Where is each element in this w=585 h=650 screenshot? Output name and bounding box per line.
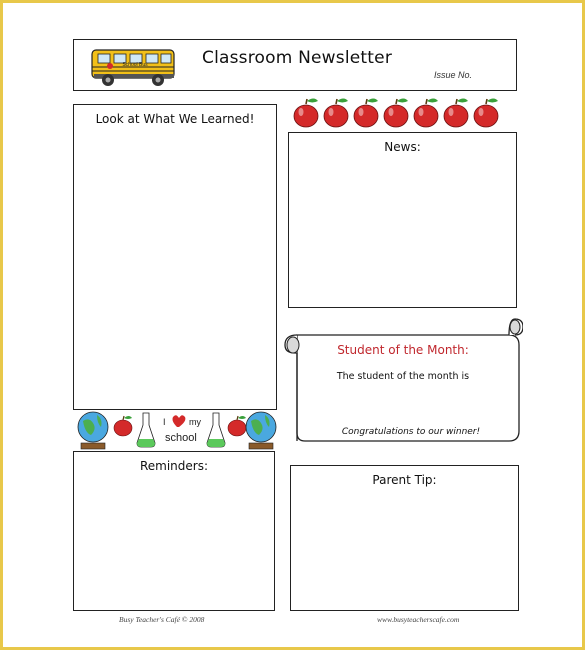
student-of-month-title: Student of the Month: <box>337 343 469 357</box>
my-text: my <box>189 417 201 427</box>
beaker-icon <box>137 413 155 447</box>
apples-row <box>292 95 510 131</box>
apple-icon <box>114 416 132 436</box>
globe-icon <box>246 412 276 449</box>
student-of-month-congrats: Congratulations to our winner! <box>341 427 481 437</box>
reminders-heading: Reminders: <box>139 459 209 473</box>
globe-icon <box>78 412 108 449</box>
school-text: school <box>165 432 197 444</box>
header-box <box>73 39 517 91</box>
apple-icon <box>354 99 378 128</box>
footer-copyright: Busy Teacher's Café © 2008 <box>119 615 205 624</box>
apple-icon <box>294 99 318 128</box>
heart-icon <box>173 415 186 427</box>
learned-heading: Look at What We Learned! <box>95 112 255 126</box>
apple-icon <box>414 99 438 128</box>
parent-tip-box <box>290 465 519 611</box>
i-love-text: I <box>163 417 166 427</box>
apple-icon <box>228 416 246 436</box>
apple-icon <box>384 99 408 128</box>
newsletter-title: Classroom Newsletter <box>202 48 393 68</box>
bus-sign-text: School Bus <box>122 62 148 68</box>
issue-number-label: Issue No. <box>434 70 473 80</box>
apple-icon <box>444 99 468 128</box>
footer-website: www.busyteacherscafe.com <box>377 615 460 624</box>
beaker-icon <box>207 413 225 447</box>
school-decoration-banner <box>73 407 279 451</box>
learned-box <box>73 104 277 410</box>
reminders-box <box>73 451 275 611</box>
news-heading: News: <box>384 140 421 154</box>
apple-icon <box>474 99 498 128</box>
student-of-month-line: The student of the month is <box>336 371 470 382</box>
parent-tip-heading: Parent Tip: <box>372 473 437 487</box>
school-bus-icon <box>88 46 180 88</box>
apple-icon <box>324 99 348 128</box>
news-box <box>288 132 517 308</box>
newsletter-page <box>3 3 582 647</box>
